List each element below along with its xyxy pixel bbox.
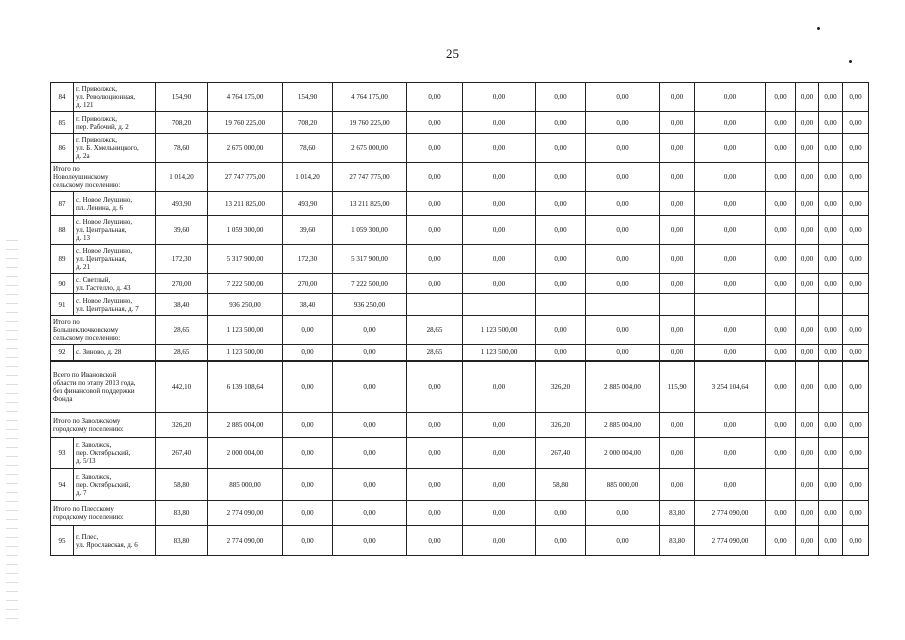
row-total-label: Итого по Новолеушинскому сельскому поселению: [51,163,156,192]
value-cell: 493,90 [283,192,333,216]
value-cell: 154,90 [156,83,208,112]
value-cell: 0,00 [796,83,819,112]
value-cell: 0,00 [766,274,796,294]
value-cell: 0,00 [796,438,819,469]
value-cell: 2 885 004,00 [208,413,283,438]
value-cell: 0,00 [407,526,463,556]
value-cell: 0,00 [819,413,843,438]
value-cell: 0,00 [766,438,796,469]
value-cell: 0,00 [796,316,819,345]
value-cell: 0,00 [333,526,407,556]
value-cell: 0,00 [463,274,536,294]
value-cell [586,294,660,316]
value-cell: 0,00 [695,469,766,501]
table-row-total [51,501,869,526]
value-cell: 0,00 [407,274,463,294]
row-number: 95 [51,526,74,556]
value-cell: 0,00 [843,526,869,556]
value-cell: 83,80 [660,501,695,526]
value-cell: 0,00 [660,245,695,274]
value-cell: 172,30 [156,245,208,274]
scan-speck [817,27,820,30]
value-cell [463,294,536,316]
row-number: 85 [51,112,74,134]
value-cell: 0,00 [819,112,843,134]
value-cell: 0,00 [843,501,869,526]
table-row [51,345,869,361]
value-cell: 0,00 [796,501,819,526]
row-total-label: Итого по Заволжскому городскому поселению: [51,413,156,438]
value-cell: 0,00 [819,274,843,294]
value-cell: 0,00 [695,245,766,274]
value-cell: 0,00 [695,134,766,163]
value-cell: 0,00 [843,316,869,345]
value-cell: 78,60 [156,134,208,163]
value-cell: 0,00 [536,134,586,163]
row-number: 91 [51,294,74,316]
value-cell: 0,00 [660,134,695,163]
value-cell: 0,00 [660,163,695,192]
value-cell: 0,00 [463,526,536,556]
value-cell: 708,20 [156,112,208,134]
value-cell: 708,20 [283,112,333,134]
value-cell: 0,00 [766,361,796,413]
value-cell: 1 014,20 [156,163,208,192]
table-row-total [51,316,869,345]
value-cell: 0,00 [407,83,463,112]
value-cell: 1 014,20 [283,163,333,192]
value-cell: 0,00 [819,501,843,526]
row-address: с. Светлый, ул. Гастелло, д. 43 [74,274,156,294]
value-cell: 78,60 [283,134,333,163]
value-cell: 115,90 [660,361,695,413]
value-cell: 2 675 000,00 [208,134,283,163]
value-cell: 0,00 [695,216,766,245]
value-cell: 0,00 [333,438,407,469]
value-cell: 0,00 [766,163,796,192]
row-address: с. Новое Леушино, ул. Центральная, д. 13 [74,216,156,245]
value-cell: 0,00 [660,216,695,245]
value-cell: 270,00 [156,274,208,294]
value-cell: 0,00 [766,192,796,216]
value-cell: 58,80 [156,469,208,501]
value-cell: 0,00 [407,192,463,216]
table-row [51,192,869,216]
value-cell: 0,00 [766,316,796,345]
table-row [51,526,869,556]
row-address: г. Заволжск, пер. Октябрьский, д. 5/13 [74,438,156,469]
value-cell: 0,00 [796,192,819,216]
value-cell: 0,00 [819,469,843,501]
row-total-label: Итого по Большеключковскому сельскому поселению: [51,316,156,345]
value-cell: 2 774 090,00 [695,501,766,526]
value-cell: 0,00 [333,501,407,526]
value-cell: 0,00 [843,134,869,163]
value-cell: 0,00 [796,274,819,294]
row-address: г. Заволжск, пер. Октябрьский, д. 7 [74,469,156,501]
value-cell: 0,00 [407,413,463,438]
value-cell: 0,00 [695,112,766,134]
value-cell: 28,65 [407,345,463,361]
scan-edge-marks [6,240,18,620]
value-cell: 0,00 [586,163,660,192]
value-cell: 936 250,00 [208,294,283,316]
value-cell: 0,00 [333,316,407,345]
row-address: с. Зиново, д. 28 [74,345,156,361]
value-cell: 442,10 [156,361,208,413]
value-cell: 1 059 300,00 [333,216,407,245]
value-cell: 0,00 [407,163,463,192]
value-cell: 1 123 500,00 [463,316,536,345]
value-cell: 172,30 [283,245,333,274]
value-cell: 0,00 [819,83,843,112]
value-cell: 0,00 [819,192,843,216]
value-cell: 326,20 [536,413,586,438]
row-number: 89 [51,245,74,274]
value-cell: 0,00 [695,83,766,112]
value-cell: 0,00 [407,112,463,134]
row-number: 84 [51,83,74,112]
value-cell: 0,00 [796,469,819,501]
value-cell: 0,00 [536,274,586,294]
value-cell: 0,00 [536,501,586,526]
row-total-label: Итого по Плесскому городскому поселению: [51,501,156,526]
row-address: с. Новое Леушино, ул. Центральная, д. 7 [74,294,156,316]
row-total-label: Всего по Ивановской области по этапу 2013 года, без финансовой поддержки Фонда [51,361,156,413]
value-cell: 326,20 [536,361,586,413]
value-cell: 0,00 [796,526,819,556]
value-cell: 0,00 [463,245,536,274]
row-number: 93 [51,438,74,469]
value-cell: 270,00 [283,274,333,294]
value-cell: 19 760 225,00 [208,112,283,134]
value-cell: 0,00 [796,413,819,438]
value-cell: 326,20 [156,413,208,438]
value-cell: 0,00 [586,216,660,245]
housing-program-table [50,82,869,556]
value-cell: 154,90 [283,83,333,112]
value-cell: 0,00 [766,245,796,274]
value-cell: 39,60 [283,216,333,245]
value-cell: 0,00 [333,469,407,501]
value-cell [407,294,463,316]
value-cell: 0,00 [283,469,333,501]
value-cell: 0,00 [463,438,536,469]
value-cell: 0,00 [796,134,819,163]
value-cell: 267,40 [536,438,586,469]
value-cell: 0,00 [586,134,660,163]
value-cell: 2 675 000,00 [333,134,407,163]
table-row [51,112,869,134]
value-cell: 0,00 [333,413,407,438]
value-cell: 13 211 825,00 [208,192,283,216]
value-cell: 28,65 [156,345,208,361]
value-cell: 0,00 [796,163,819,192]
value-cell: 0,00 [536,163,586,192]
value-cell: 0,00 [283,361,333,413]
table-row [51,83,869,112]
value-cell: 0,00 [407,469,463,501]
row-address: с. Новое Леушино, пл. Ленина, д. 6 [74,192,156,216]
value-cell: 0,00 [283,526,333,556]
value-cell: 0,00 [660,413,695,438]
row-number: 86 [51,134,74,163]
table-row-total [51,413,869,438]
value-cell: 0,00 [766,501,796,526]
value-cell: 2 000 004,00 [208,438,283,469]
value-cell: 2 774 090,00 [208,501,283,526]
value-cell: 0,00 [283,413,333,438]
row-number: 94 [51,469,74,501]
value-cell: 0,00 [536,316,586,345]
table-row [51,438,869,469]
value-cell: 0,00 [660,112,695,134]
value-cell [695,294,766,316]
value-cell: 0,00 [586,345,660,361]
value-cell: 0,00 [536,192,586,216]
value-cell: 0,00 [660,438,695,469]
value-cell: 6 139 108,64 [208,361,283,413]
value-cell: 0,00 [695,316,766,345]
value-cell: 0,00 [796,361,819,413]
value-cell: 19 760 225,00 [333,112,407,134]
value-cell: 0,00 [819,163,843,192]
value-cell: 0,00 [796,345,819,361]
value-cell: 0,00 [407,361,463,413]
value-cell: 0,00 [333,361,407,413]
value-cell: 0,00 [766,112,796,134]
table-body [51,83,869,556]
value-cell: 27 747 775,00 [208,163,283,192]
value-cell: 0,00 [586,83,660,112]
value-cell: 0,00 [843,192,869,216]
value-cell: 1 123 500,00 [208,345,283,361]
value-cell: 0,00 [463,83,536,112]
value-cell: 0,00 [536,112,586,134]
value-cell: 0,00 [843,361,869,413]
value-cell: 0,00 [333,345,407,361]
value-cell: 0,00 [843,469,869,501]
value-cell: 0,00 [536,345,586,361]
value-cell [796,294,819,316]
value-cell: 0,00 [766,134,796,163]
value-cell: 28,65 [156,316,208,345]
value-cell: 2 774 090,00 [695,526,766,556]
value-cell: 0,00 [407,438,463,469]
value-cell: 0,00 [843,83,869,112]
value-cell: 0,00 [843,413,869,438]
value-cell: 0,00 [695,192,766,216]
table-row [51,134,869,163]
value-cell [843,294,869,316]
value-cell: 0,00 [660,469,695,501]
value-cell: 0,00 [695,345,766,361]
value-cell: 0,00 [586,316,660,345]
value-cell: 0,00 [766,83,796,112]
value-cell: 0,00 [536,216,586,245]
value-cell: 0,00 [586,526,660,556]
value-cell: 0,00 [283,438,333,469]
value-cell: 3 254 104,64 [695,361,766,413]
value-cell: 0,00 [536,526,586,556]
value-cell: 5 317 900,00 [333,245,407,274]
value-cell: 0,00 [463,134,536,163]
value-cell [819,294,843,316]
value-cell: 0,00 [463,163,536,192]
value-cell: 0,00 [463,413,536,438]
value-cell: 0,00 [463,501,536,526]
value-cell: 0,00 [536,245,586,274]
value-cell: 0,00 [819,361,843,413]
value-cell: 0,00 [283,316,333,345]
row-number: 88 [51,216,74,245]
row-address: с. Новое Леушино, ул. Центральная, д. 21 [74,245,156,274]
value-cell: 0,00 [586,192,660,216]
value-cell: 1 123 500,00 [463,345,536,361]
table-row [51,274,869,294]
value-cell: 0,00 [407,216,463,245]
value-cell: 0,00 [819,438,843,469]
value-cell: 83,80 [156,526,208,556]
value-cell: 0,00 [660,345,695,361]
value-cell: 0,00 [407,134,463,163]
value-cell: 0,00 [463,192,536,216]
value-cell: 0,00 [463,361,536,413]
value-cell: 7 222 500,00 [333,274,407,294]
table-row [51,469,869,501]
table-row [51,245,869,274]
value-cell: 0,00 [660,83,695,112]
value-cell: 2 885 004,00 [586,413,660,438]
value-cell: 0,00 [695,413,766,438]
value-cell: 0,00 [819,216,843,245]
value-cell: 0,00 [796,112,819,134]
value-cell: 2 885 004,00 [586,361,660,413]
value-cell: 39,60 [156,216,208,245]
value-cell: 58,80 [536,469,586,501]
value-cell: 0,00 [536,83,586,112]
value-cell: 0,00 [819,316,843,345]
row-address: г. Приволжск, ул. Революционная, д. 121 [74,83,156,112]
page-number: 25 [446,46,459,61]
value-cell: 0,00 [843,216,869,245]
value-cell: 5 317 900,00 [208,245,283,274]
value-cell: 83,80 [156,501,208,526]
value-cell: 0,00 [660,316,695,345]
table-row [51,294,869,316]
value-cell: 0,00 [766,216,796,245]
value-cell: 0,00 [407,501,463,526]
value-cell: 1 123 500,00 [208,316,283,345]
table-row-total [51,361,869,413]
value-cell: 0,00 [586,112,660,134]
value-cell: 83,80 [660,526,695,556]
value-cell: 0,00 [766,345,796,361]
row-address: г. Приволжск, ул. Б. Хмельницкого, д. 2а [74,134,156,163]
value-cell: 0,00 [463,216,536,245]
value-cell [660,294,695,316]
value-cell [766,469,796,501]
value-cell: 2 000 004,00 [586,438,660,469]
value-cell: 4 764 175,00 [208,83,283,112]
value-cell: 7 222 500,00 [208,274,283,294]
value-cell: 0,00 [660,192,695,216]
value-cell: 0,00 [819,134,843,163]
value-cell: 0,00 [766,413,796,438]
value-cell: 0,00 [586,501,660,526]
value-cell: 0,00 [819,345,843,361]
value-cell: 0,00 [660,274,695,294]
value-cell: 2 774 090,00 [208,526,283,556]
value-cell: 885 000,00 [586,469,660,501]
value-cell: 4 764 175,00 [333,83,407,112]
value-cell: 0,00 [843,345,869,361]
value-cell: 0,00 [586,274,660,294]
row-address: г. Приволжск, пер. Рабочий, д. 2 [74,112,156,134]
value-cell: 0,00 [766,526,796,556]
value-cell: 0,00 [843,112,869,134]
value-cell: 0,00 [843,274,869,294]
value-cell: 0,00 [843,438,869,469]
value-cell: 0,00 [463,469,536,501]
row-number: 92 [51,345,74,361]
value-cell [536,294,586,316]
table-row-total [51,163,869,192]
value-cell: 0,00 [586,245,660,274]
value-cell: 38,40 [283,294,333,316]
table-row [51,216,869,245]
value-cell: 0,00 [843,163,869,192]
value-cell: 0,00 [407,245,463,274]
value-cell: 0,00 [463,112,536,134]
value-cell: 28,65 [407,316,463,345]
value-cell: 267,40 [156,438,208,469]
row-address: г. Плес, ул. Ярославская, д. 6 [74,526,156,556]
value-cell: 0,00 [283,345,333,361]
row-number: 87 [51,192,74,216]
value-cell: 27 747 775,00 [333,163,407,192]
value-cell: 0,00 [695,438,766,469]
value-cell [766,294,796,316]
value-cell: 38,40 [156,294,208,316]
value-cell: 13 211 825,00 [333,192,407,216]
scan-speck [849,60,852,63]
value-cell: 1 059 300,00 [208,216,283,245]
value-cell: 493,90 [156,192,208,216]
value-cell: 0,00 [819,526,843,556]
value-cell: 0,00 [695,274,766,294]
value-cell: 0,00 [796,216,819,245]
value-cell: 0,00 [819,245,843,274]
value-cell: 936 250,00 [333,294,407,316]
value-cell: 0,00 [283,501,333,526]
value-cell: 0,00 [695,163,766,192]
value-cell: 0,00 [796,245,819,274]
value-cell: 0,00 [843,245,869,274]
row-number: 90 [51,274,74,294]
value-cell: 885 000,00 [208,469,283,501]
